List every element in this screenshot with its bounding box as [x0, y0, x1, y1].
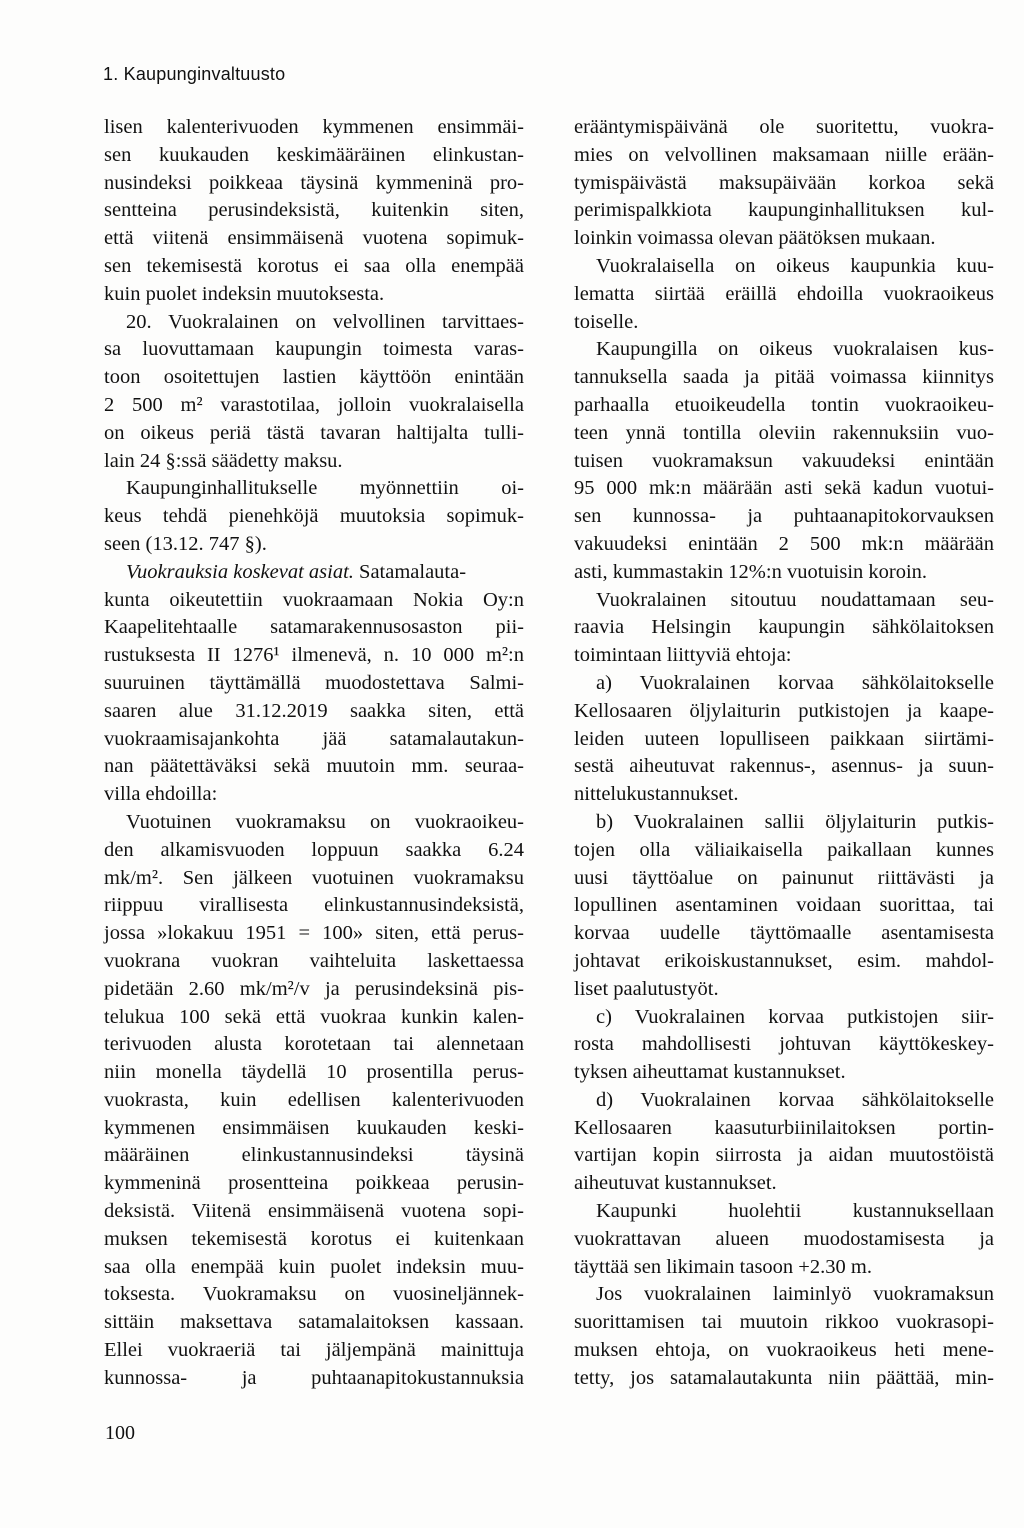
- text-line: deksistä. Viitenä ensimmäisenä vuotena sopi-: [104, 1200, 524, 1223]
- text-line: 95 000 mk:n määrään asti sekä kadun vuotui-: [574, 477, 994, 500]
- text-line: toiselle.: [574, 310, 639, 333]
- text-line: toksesta. Vuokramaksu on vuosineljännek-: [104, 1283, 524, 1306]
- text-line: 2 500 m² varastotilaa, jolloin vuokralaisella: [104, 393, 524, 416]
- list-item-b: b) Vuokralainen sallii öljylaiturin putkis-: [596, 810, 994, 833]
- page-number: 100: [105, 1422, 135, 1444]
- text-line: Satamalauta-: [359, 560, 467, 583]
- text-line: muksen ehtoja, on vuokraoikeus heti mene-: [574, 1339, 994, 1362]
- text-line: nittelukustannukset.: [574, 783, 739, 806]
- text-line: rosta mahdollisesti johtuvan käyttökeskey-: [574, 1033, 994, 1056]
- text-line: mies on velvollinen maksamaan niille erään-: [574, 143, 994, 166]
- text-line: riippuu virallisesta elinkustannusindeksistä,: [104, 894, 524, 917]
- paragraph-start: 20. Vuokralainen on velvollinen tarvittaes-: [126, 310, 524, 333]
- text-line: lopullinen asentaminen voidaan suorittaa, tai: [574, 894, 994, 917]
- text-line: sen kuukauden keskimääräinen elinkustan-: [104, 143, 524, 166]
- text-line: perimispalkkiota kaupunginhallituksen kul-: [574, 199, 994, 222]
- list-item-c: c) Vuokralainen korvaa putkistojen siir-: [596, 1005, 994, 1028]
- text-line: Kellosaaren öljylaiturin putkistojen ja kaape-: [574, 699, 994, 722]
- text-line: muksen tekemisestä korotus ei kuitenkaan: [104, 1227, 524, 1250]
- text-line: täyttää sen likimain tasoon +2.30 m.: [574, 1255, 872, 1278]
- text-line: tymispäivästä maksupäivään korkoa sekä: [574, 171, 994, 194]
- text-line: sittäin maksettava satamalaitoksen kassaan.: [104, 1311, 524, 1334]
- text-line: telukua 100 sekä että vuokraa kunkin kalen-: [104, 1005, 524, 1028]
- text-line: asti, kummastakin 12%:n vuotuisin koroin.: [574, 560, 928, 583]
- text-line: Kellosaaren kaasuturbiinilaitoksen portin-: [574, 1116, 994, 1139]
- text-line: tannuksella saada ja pitää voimassa kiinnitys: [574, 366, 994, 389]
- text-line: tojen olla väliaikaisella paikallaan kunnes: [574, 838, 994, 861]
- paragraph-start: Vuokralainen sitoutuu noudattamaan seu-: [596, 588, 994, 611]
- text-line: seen (13.12. 747 §).: [104, 532, 267, 555]
- text-line: kunnossa- ja puhtaanapitokustannuksia: [104, 1366, 524, 1389]
- text-line: villa ehdoilla:: [104, 783, 218, 806]
- text-line: vuokrana vuokran vaihteluita laskettaessa: [104, 949, 524, 972]
- text-line: johtavat erikoiskustannukset, esim. mahdol-: [574, 949, 994, 972]
- running-head: 1. Kaupunginvaltuusto: [103, 64, 286, 84]
- text-line: aiheutuvat kustannukset.: [574, 1172, 777, 1195]
- text-line: kunta oikeutettiin vuokraamaan Nokia Oy:n: [104, 588, 524, 611]
- text-line: parhaalla etuoikeudella tontin vuokraoikeu-: [574, 393, 994, 416]
- text-line: keus tehdä pienehköjä muutoksia sopimuk-: [104, 505, 524, 528]
- text-line: jossa »lokakuu 1951 = 100» siten, että perus-: [104, 922, 524, 945]
- text-line: lematta siirtää eräillä ehdoilla vuokraoikeus: [574, 282, 994, 305]
- left-column: [104, 114, 524, 1393]
- text-line: sa luovuttamaan kaupungin toimesta varas-: [104, 338, 524, 361]
- text-line: sestä aiheutuvat rakennus-, asennus- ja suun-: [574, 755, 994, 778]
- text-line: että viitenä ensimmäisenä vuotena sopimuk-: [104, 227, 524, 250]
- text-line: saa olla enempää kuin puolet indeksin muu-: [104, 1255, 524, 1278]
- text-line: toon osoitettujen lastien käyttöön enintään: [104, 366, 524, 389]
- text-line: sen tekemisestä korotus ei saa olla enempää: [104, 254, 524, 277]
- text-line: tetty, jos satamalautakunta niin päättää, min-: [574, 1366, 994, 1389]
- text-line: suuruinen täyttämällä muodostettava Salmi-: [104, 671, 524, 694]
- text-line: rustuksesta II 1276¹ ilmenevä, n. 10 000 m²:n: [104, 644, 524, 667]
- text-line: kuin puolet indeksin muutoksesta.: [104, 282, 385, 305]
- text-line: mk/m². Sen jälkeen vuotuinen vuokramaksu: [104, 866, 524, 889]
- text-line: suorittamisen tai muutoin rikkoo vuokrasopi-: [574, 1311, 994, 1334]
- text-line: sen kunnossa- ja puhtaanapitokorvauksen: [574, 505, 994, 528]
- text-line: vuokrattavan alueen muodostamisesta ja: [574, 1227, 994, 1250]
- right-column: [574, 114, 994, 1393]
- text-line: niin monella täydellä 10 prosentilla perus-: [104, 1061, 524, 1084]
- list-item-d: d) Vuokralainen korvaa sähkölaitokselle: [596, 1088, 994, 1111]
- text-line: lisen kalenterivuoden kymmenen ensimmäi-: [104, 116, 524, 138]
- text-line: kymmeninä prosentteina poikkeaa perusin-: [104, 1172, 524, 1195]
- text-line: raavia Helsingin kaupungin sähkölaitoksen: [574, 616, 994, 639]
- text-line: nan päätettäväksi sekä muutoin mm. seuraa-: [104, 755, 524, 778]
- list-item-a: a) Vuokralainen korvaa sähkölaitokselle: [596, 671, 994, 694]
- text-line: teen ynnä tontilla oleviin rakennuksiin vuo-: [574, 421, 994, 444]
- paragraph-start: Vuotuinen vuokramaksu on vuokraoikeu-: [126, 810, 524, 833]
- text-line: tyksen aiheuttamat kustannukset.: [574, 1061, 846, 1084]
- text-line: loinkin voimassa olevan päätöksen mukaan.: [574, 227, 936, 250]
- text-line: pidetään 2.60 mk/m²/v ja perusindeksinä pis-: [104, 977, 524, 1000]
- text-line: liset paalutustyöt.: [574, 977, 719, 1000]
- text-line: on oikeus periä tästä tavaran haltijalta tulli-: [104, 421, 524, 444]
- section-heading: Vuokrauksia koskevat asiat.: [126, 560, 354, 583]
- text-line: uusi täyttöalue on painunut riittävästi ja: [574, 866, 994, 889]
- paragraph-start: Kaupunginhallitukselle myönnettiin oi-: [126, 477, 524, 500]
- text-line: vuokrasta, kuin edellisen kalenterivuoden: [104, 1088, 524, 1111]
- paragraph-start: Vuokralaisella on oikeus kaupunkia kuu-: [596, 254, 994, 277]
- text-line: erääntymispäivänä ole suoritettu, vuokra-: [574, 116, 994, 138]
- text-line: terivuoden alusta korotetaan tai alennetaan: [104, 1033, 524, 1056]
- text-line: korvaa uudelle täyttömaalle asentamisesta: [574, 922, 994, 945]
- text-line: lain 24 §:ssä säädetty maksu.: [104, 449, 343, 472]
- text-line: vuokraamisajankohta jää satamalautakun-: [104, 727, 524, 750]
- text-line: toimintaan liittyviä ehtoja:: [574, 644, 792, 667]
- text-line: Kaapelitehtaalle satamarakennusosaston pii-: [104, 616, 524, 639]
- text-line: Ellei vuokraeriä tai jäljempänä mainittuja: [104, 1339, 524, 1362]
- text-line: vakuudeksi enintään 2 500 mk:n määrään: [574, 532, 994, 555]
- text-line: sentteina perusindeksistä, kuitenkin siten,: [104, 199, 524, 222]
- text-line: vartijan kopin siirrosta ja aidan muutostöistä: [574, 1144, 994, 1167]
- section-heading-line: [104, 559, 524, 587]
- text-line: määräinen elinkustannusindeksi täysinä: [104, 1144, 524, 1167]
- text-line: tuisen vuokramaksun vakuudeksi enintään: [574, 449, 994, 472]
- text-line: den alkamisvuoden loppuun saakka 6.24: [104, 838, 524, 861]
- paragraph-start: Jos vuokralainen laiminlyö vuokramaksun: [596, 1283, 994, 1306]
- paragraph-start: Kaupungilla on oikeus vuokralaisen kus-: [596, 338, 994, 361]
- text-line: nusindeksi poikkeaa täysinä kymmeninä pro-: [104, 171, 524, 194]
- text-line: saaren alue 31.12.2019 saakka siten, että: [104, 699, 524, 722]
- text-line: kymmenen ensimmäisen kuukauden keski-: [104, 1116, 524, 1139]
- paragraph-start: Kaupunki huolehtii kustannuksellaan: [596, 1200, 994, 1223]
- text-line: leiden uuteen lopulliseen paikkaan siirtämi-: [574, 727, 994, 750]
